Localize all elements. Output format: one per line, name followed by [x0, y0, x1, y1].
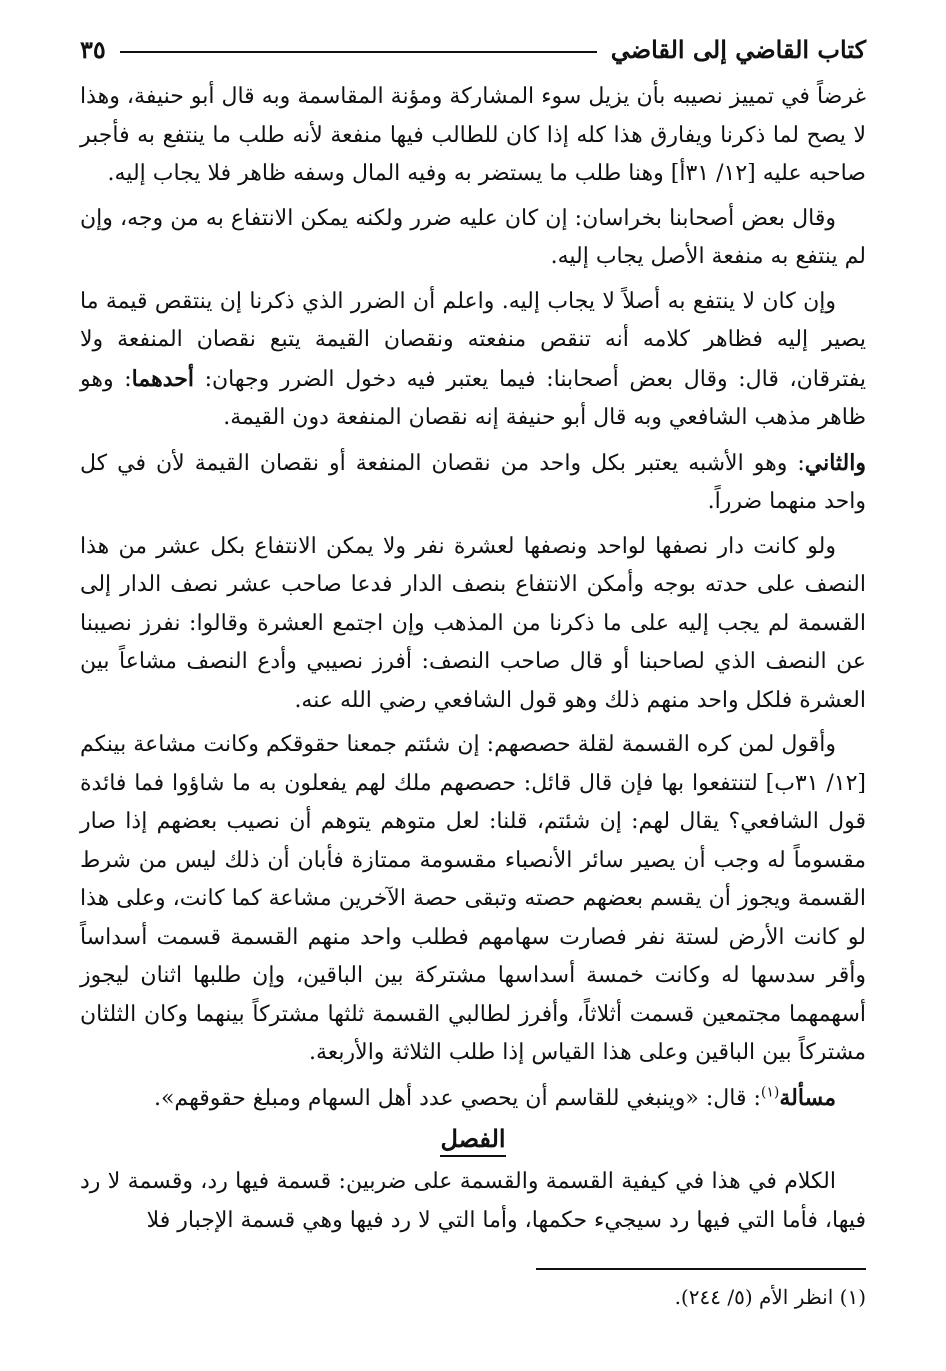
paragraph-2-text: وقال بعض أصحابنا بخراسان: إن كان عليه ضرر ولكنه يمكن الانتفاع به من وجه، وإن لم ينتفع به منفعة الأصل يجاب إليه. — [80, 205, 866, 269]
paragraph-1-text: غرضاً في تمييز نصيبه بأن يزيل سوء المشاركة ومؤنة المقاسمة وبه قال أبو حنيفة، وهذا لا يصح لما ذكرنا ويفارق هذا كله إذا كان للطالب فيها منفعة لأنه طلب ما ينتفع به فأجبر صاحبه عليه [١٢/ ٣١أ] وهنا طلب ما يستضر به وفيه المال وسفه ظاهر فلا يجاب إليه. — [80, 84, 866, 186]
footnote: (١) انظر الأم (٥/ ٢٤٤). — [674, 1285, 866, 1309]
footnote-rule — [536, 1268, 866, 1270]
section-paragraph-text: الكلام في هذا في كيفية القسمة والقسمة على ضربين: قسمة فيها رد، وقسمة لا رد فيها، فأما التي فيها رد سيجيء حكمها، وأما التي لا رد فيها وهي قسمة الإجبار فلا — [80, 1169, 866, 1233]
paragraph-2 — [80, 200, 866, 277]
paragraph-1 — [80, 78, 866, 194]
section-heading-text: الفصل — [440, 1124, 505, 1157]
page-number: ٣٥ — [80, 34, 106, 64]
first-view-label: أحدهما — [131, 365, 194, 392]
footnote-marker: (١) — [760, 1084, 780, 1101]
second-view-label: والثاني — [804, 449, 866, 476]
paragraph-4-text: : وهو الأشبه يعتبر بكل واحد من نقصان المنفعة أو نقصان القيمة لأن في كل واحد منهما ضرراً. — [80, 450, 866, 514]
section-heading — [80, 1124, 866, 1153]
paragraph-6-text: وأقول لمن كره القسمة لقلة حصصهم: إن شئتم جمعنا حقوقكم وكانت مشاعة بينكم [١٢/ ٣١ب] لتنتفعوا بها فإن قال قائل: حصصهم ملك لهم يفعلون به ما شاؤوا فما فائدة قول الشافعي؟ يقال لهم: إن شئتم، قلنا: لعل متوهم يتوهم أن نصيب بعضهم إذا صار مقسوماً له وجب أن يصير سائر الأنصباء مقسومة ممتازة فأبان أن ذلك ليس من شرط القسمة ويجوز أن يقسم بعضهم حصته وتبقى حصة الآخرين مشاعة كما كانت، وعلى هذا لو كانت الأرض لستة نفر فصارت سهامهم فطلب واحد منهم القسمة قسمت أسداساً وأقر سدسها له وكانت خمسة أسداسها مشتركة بين الباقين، وإن طلبها اثنان ليجوز أسهمهما مجتمعين قسمت أثلاثاً، وأفرز لطالبي القسمة ثلثها مشتركاً بينهما وكان الثلثان مشتركاً بين الباقين وعلى هذا القياس إذا طلب الثلاثة والأربعة. — [80, 732, 866, 1065]
paragraph-3 — [80, 283, 866, 438]
paragraph-5-text: ولو كانت دار نصفها لواحد ونصفها لعشرة نفر ولا يمكن الانتفاع بكل عشر من هذا النصف على حدته بوجه وأمكن الانتفاع بنصف الدار فدعا صاحب عشر نصف الدار إلى القسمة لم يجب إليه على ما ذكرنا من المذهب وإن اجتمع العشرة وقالوا: نفرز نصيبنا عن النصف الذي لصاحبنا أو قال صاحب النصف: أفرز نصيبي وأدع النصف مشاعاً بين العشرة فلكل واحد منهم ذلك وهو قول الشافعي رضي الله عنه. — [80, 533, 866, 713]
section-paragraph — [80, 1163, 866, 1240]
masala-paragraph — [80, 1079, 866, 1119]
body-text — [80, 78, 866, 1240]
header-rule — [120, 51, 597, 53]
paragraph-4 — [80, 444, 866, 522]
running-title: كتاب القاضي إلى القاضي — [610, 34, 866, 64]
paragraph-6 — [80, 726, 866, 1073]
page-header — [80, 30, 866, 68]
paragraph-3-text: وإن كان لا ينتفع به أصلاً لا يجاب إليه. واعلم أن الضرر الذي ذكرنا إن ينتقص قيمة ما يصير إليه فظاهر كلامه أنه تنقص منفعته ونقصان القيمة يتبع نقصان المنفعة ولا يفترقان، قال: وقال بعض أصحابنا: فيما يعتبر فيه دخول الضرر وجهان: — [80, 288, 866, 392]
paragraph-5 — [80, 528, 866, 721]
masala-text: : قال: «وينبغي للقاسم أن يحصي عدد أهل السهام ومبلغ حقوقهم». — [153, 1085, 761, 1111]
paragraph-3-after: : وهو ظاهر مذهب الشافعي وبه قال أبو حنيفة إنه نقصان المنفعة دون القيمة. — [80, 366, 866, 430]
masala-label: مسألة — [779, 1084, 836, 1111]
